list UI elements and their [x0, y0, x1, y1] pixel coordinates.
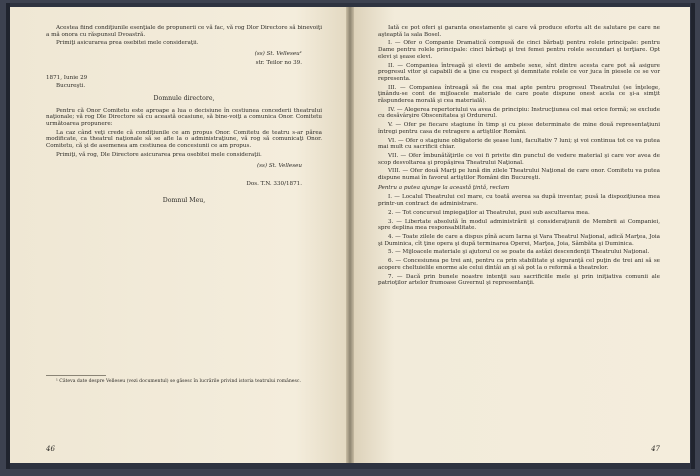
paragraph: Acestea fiind condiţiunile esenţiale de propunerii ce vă fac, vă rog Dlor Directore să binevoiţi a mă onora cu răspunsul Dvoastră. — [46, 25, 322, 38]
footnote-divider — [46, 375, 106, 376]
list-item: 5. — Mijloacele materiale şi ajutorul ce se poate da astăzi descendenţii Theatrului Naţional. — [388, 249, 650, 256]
list-item: I. — Localul Theatrului cel mare, cu toată averea sa după inventar, pusă la dispoziţiunea mea printr-un contract de administrare. — [378, 194, 660, 208]
left-page — [10, 7, 346, 463]
right-page — [354, 7, 690, 463]
signature: (ss) St. Velleseu — [256, 162, 302, 169]
list-item: VIII. — Ofer două Marţi pe lună din zilele Theatrului Naţional de care onor. Comitetu va putea dispune numai în favorul artiştilor Români din Bucureşti. — [378, 168, 660, 182]
document-reference: Dos. T.N. 330/1871. — [246, 181, 302, 188]
right-page-text — [378, 25, 660, 289]
list-item: I. — Ofer o Companie Dramatică compusă de cinci bărbaţi pentru rolele principale: pentru Dame pentru rolele principale: cinci bărbaţi şi trei femei pentru rolele secundari şi terţiare. Opt elevi şi şease elevi. — [378, 40, 660, 60]
list-item: III. — Companiea întreagă să fie cea mai apte pentru progresul Theatrului (se înţelege, ţinându-se cont de mijloacele materiale de care poate dispune onest acela ce şi-a simţit răspunderea morală şi cea materială). — [378, 84, 660, 105]
paragraph: La caz când veţi crede că condiţiunile ce am propus Onor. Comitetu de teatru s-ar părea modificate, ca theatrul naţionale să se afle la o administraţiune, vă rog să comunicaţi Onor. Comitetu, că şi de asemenea am cestiunea de concesiunii ce am propus. — [46, 129, 322, 150]
list-item: 3. — Libertate absolută în modul administrării şi consideraţiunii de Membrii ai Companiei, spre deplina mea responsabilitate. — [378, 218, 660, 232]
list-item: 4. — Toate zilele de care a dispus pînă acum Iarna şi Vara Theatrul Naţional, adică Marţea, Joia şi Duminica, cît ţine opera şi după terminarea Operei, Marţea, Joia, Sâmbăta şi Duminica. — [378, 233, 660, 247]
list-item: V. — Ofer pe fiecare stagiune în timp şi cu piese determinate de mine două representaţiuni întregi pentru casa de retragere a artiştilor Români. — [378, 122, 660, 135]
page-number: 47 — [651, 445, 660, 454]
list-item: 2. — Tot concursul impiegaţilor ai Theatrului, pusi sub ascultarea mea. — [388, 209, 590, 216]
list-item: 7. — Dacă prin bunele noastre intenţii sau sacrificiile mele şi prin iniţiativa comunii ale patrioţilor artelor frumoase Guvernul şi representanţii. — [378, 273, 660, 287]
list-item: IV. — Alegerea repertoriului va avea de principiu: Instrucţiunea cel mai orice formă; se exclude cu desăvârşire Obscenitatea şi Ordurerul. — [378, 106, 660, 120]
paragraph: Iată ce pot oferi şi garanta onestamente şi care vă produce efortu alt de salutare pe care ne aşteaptă la sala Bosel. — [378, 25, 660, 38]
left-page-text — [46, 25, 322, 386]
signature: (ss) St. Velleseu¹ — [254, 51, 302, 58]
list-item: VI. — Ofer o stagiune obligatorie de şease luni, facultativ 7 luni; şi voi continua tot ce va putea mai mult cu sacrificii chiar. — [378, 137, 660, 151]
salutation: Domnule directore, — [153, 94, 215, 102]
paragraph: Pentru că Onor Comitetu este aproape a lua o decisiune în cestiunea concederii theatrului naţionale; vă rog Dle Directore să cu această ocasiune, să bine-voiţi a comunica Onor. Comitetu următoarea propunere: — [46, 107, 322, 128]
open-book — [6, 3, 695, 469]
book-spine — [346, 7, 354, 463]
list-item: II. — Companiea întreagă şi elevii de ambele sexe, sînt dintre acesta care pot să asigure progresul vitor şi capabili de a ţine cu respect şi demnitate rolele ce vor juca în piesele ce se vor representa. — [378, 62, 660, 82]
page-number: 46 — [46, 445, 55, 454]
letter-place: Bucureşti. — [56, 83, 86, 90]
paragraph: Primiţi asicurarea prea osebitei mele consideraţii. — [56, 40, 199, 47]
signature-address: str. Teilor no 39. — [255, 59, 302, 66]
book-cover-right-edge — [691, 3, 695, 469]
paragraph: Primiţi, vă rog, Dle Directore asicurarea prea osebitei mele consideraţii. — [56, 151, 262, 158]
salutation: Domnul Meu, — [162, 196, 206, 204]
letter-date: 1871, Iunie 29 — [46, 74, 88, 81]
list-item: VII. — Ofer îmbunătăţirile ce voi fi privite din punctul de vedere material şi care vor avea de scop desvoltarea şi propăşirea Theatrului Naţional. — [378, 152, 660, 166]
section-title: Pentru a putea ajunge la această ţintă, reclam — [378, 184, 510, 191]
footnote: ¹ Câteva date despre Velleseu (vezi documentul) se găsesc în lucrările privind istoria teatrului românesc. — [56, 378, 301, 384]
list-item: 6. — Concesiunea pe trei ani, pentru ca prin stabilitate şi siguranţă cel puţin de trei ani să se acopere cheltuielile enorme ale celui dintâi an şi să pot la o reformă a theatrelor. — [378, 258, 660, 271]
